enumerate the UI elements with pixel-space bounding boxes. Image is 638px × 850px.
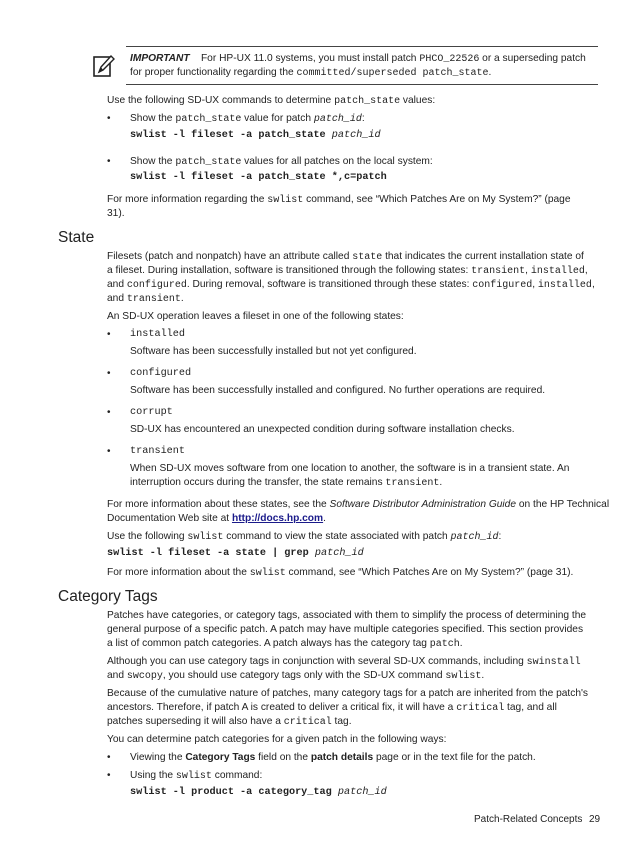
bullet-marker: • — [107, 770, 111, 781]
state-desc-configured: Software has been successfully installed and configured. No further operations are required. — [130, 385, 546, 396]
docs-hp-link[interactable]: http://docs.hp.com — [231, 513, 324, 524]
state-para5: For more information about the swlist command, see “Which Patches Are on My System?” (page 31). — [107, 567, 574, 579]
category-para3-line3: patches superseding it will also have a critical tag. — [107, 716, 352, 728]
category-para1-line1: Patches have categories, or category tags, associated with them to simplify the process of determining the — [107, 610, 587, 621]
note-top-rule — [126, 46, 598, 47]
note-pencil-icon — [93, 54, 115, 78]
more-info-swlist-cont: 31). — [107, 208, 125, 219]
state-name-transient: transient — [130, 446, 186, 457]
note-bottom-rule — [126, 84, 598, 85]
category-para2-line1: Although you can use category tags in conjunction with several SD-UX commands, including swinstall — [107, 656, 581, 668]
bullet-item-patch-state-single: Show the patch_state value for patch patch_id: — [130, 113, 365, 125]
state-para1-line1: Filesets (patch and nonpatch) have an attribute called state that indicates the current installation state of — [107, 251, 584, 263]
important-label: IMPORTANT — [130, 53, 190, 64]
state-desc-transient-line1: When SD-UX moves software from one location to another, the software is in a transient state. An — [130, 463, 570, 474]
state-desc-installed: Software has been successfully installed but not yet configured. — [130, 346, 417, 357]
state-para3-line1: For more information about these states, see the Software Distributor Administration Guide on the HP Technical — [107, 499, 610, 510]
bullet-marker: • — [107, 156, 111, 167]
bullet-marker: • — [107, 329, 111, 340]
category-para4: You can determine patch categories for a given patch in the following ways: — [107, 734, 447, 745]
section-heading-category-tags: Category Tags — [58, 588, 158, 605]
category-para3-line1: Because of the cumulative nature of patches, many category tags for a patch are inherited from the patch's — [107, 688, 589, 699]
more-info-swlist: For more information regarding the swlist command, see “Which Patches Are on My System?” (page — [107, 194, 571, 206]
intro-paragraph: Use the following SD-UX commands to determine patch_state values: — [107, 95, 436, 107]
category-para1-line3: a list of common patch categories. A patch always has the category tag patch. — [107, 638, 463, 650]
state-para1-line2: a fileset. During installation, software is transitioned through the following states: transient, installed, — [107, 265, 588, 277]
page-number: 29 — [589, 814, 601, 825]
bullet-marker: • — [107, 113, 111, 124]
state-para1-line3: and configured. During removal, software is transitioned through these states: configured, installed, — [107, 279, 595, 291]
state-name-corrupt: corrupt — [130, 407, 173, 418]
bullet-item-patch-state-all: Show the patch_state values for all patches on the local system: — [130, 156, 433, 168]
bullet-marker: • — [107, 752, 111, 763]
state-para2: An SD-UX operation leaves a fileset in one of the following states: — [107, 311, 404, 322]
important-note-line1: IMPORTANT For HP-UX 11.0 systems, you must install patch PHCO_22526 or a superseding patch — [130, 53, 586, 65]
important-note-line2: for proper functionality regarding the committed/superseded patch_state. — [130, 67, 492, 79]
command-example: swlist -l fileset -a patch_state *,c=patch — [130, 172, 387, 183]
bullet-marker: • — [107, 446, 111, 457]
bullet-marker: • — [107, 407, 111, 418]
state-desc-corrupt: SD-UX has encountered an unexpected condition during software installation checks. — [130, 424, 515, 435]
command-example: swlist -l fileset -a patch_state patch_id — [130, 130, 381, 141]
bullet-item-category-view: Viewing the Category Tags field on the patch details page or in the text file for the patch. — [130, 752, 536, 763]
category-para2-line2: and swcopy, you should use category tags only with the SD-UX command swlist. — [107, 670, 485, 682]
bullet-item-category-swlist: Using the swlist command: — [130, 770, 263, 782]
bullet-marker: • — [107, 368, 111, 379]
state-para3-line2: Documentation Web site at http://docs.hp.com. — [107, 513, 326, 524]
command-example: swlist -l fileset -a state | grep patch_id — [107, 548, 364, 559]
state-name-installed: installed — [130, 329, 186, 340]
category-para3-line2: ancestors. Therefore, if patch A is created to deliver a critical fix, it will have a critical tag, and all — [107, 702, 557, 714]
command-example: swlist -l product -a category_tag patch_id — [130, 787, 387, 798]
section-heading-state: State — [58, 229, 95, 246]
footer-section-title: Patch-Related Concepts — [474, 814, 583, 825]
category-para1-line2: general purpose of a specific patch. A patch may have multiple categories specified. This section provides — [107, 624, 584, 635]
state-para1-line4: and transient. — [107, 293, 184, 305]
state-para4: Use the following swlist command to view the state associated with patch patch_id: — [107, 531, 502, 543]
state-name-configured: configured — [130, 368, 192, 379]
state-desc-transient-line2: interruption occurs during the transfer, the state remains transient. — [130, 477, 443, 489]
